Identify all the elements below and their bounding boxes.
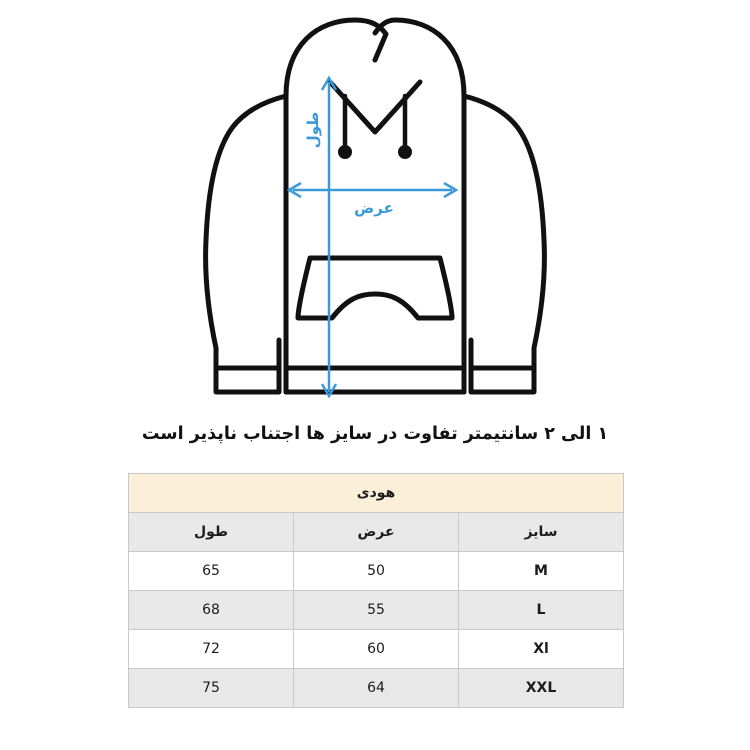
header-length: طول [129,513,294,552]
width-label: عرض [354,199,394,217]
length-label: طول [304,111,322,149]
table-title: هودی [129,474,624,513]
tolerance-note: ۱ الی ۲ سانتیمتر تفاوت در سایز ها اجتناب ناپذیر است [141,424,609,444]
cell-width: 50 [294,552,459,591]
cell-size: XXL [459,669,624,708]
cell-width: 60 [294,630,459,669]
cell-length: 72 [129,630,294,669]
cell-size: L [459,591,624,630]
cell-width: 64 [294,669,459,708]
cell-width: 55 [294,591,459,630]
table-header-row [129,513,624,552]
table-title-row [129,474,624,513]
cell-length: 65 [129,552,294,591]
cell-length: 68 [129,591,294,630]
header-width: عرض [294,513,459,552]
size-table [128,473,624,708]
cell-size: Xl [459,630,624,669]
table-row [129,669,624,708]
cell-size: M [459,552,624,591]
header-size: سایز [459,513,624,552]
table-row [129,552,624,591]
cell-length: 75 [129,669,294,708]
table-row [129,630,624,669]
table-row [129,591,624,630]
